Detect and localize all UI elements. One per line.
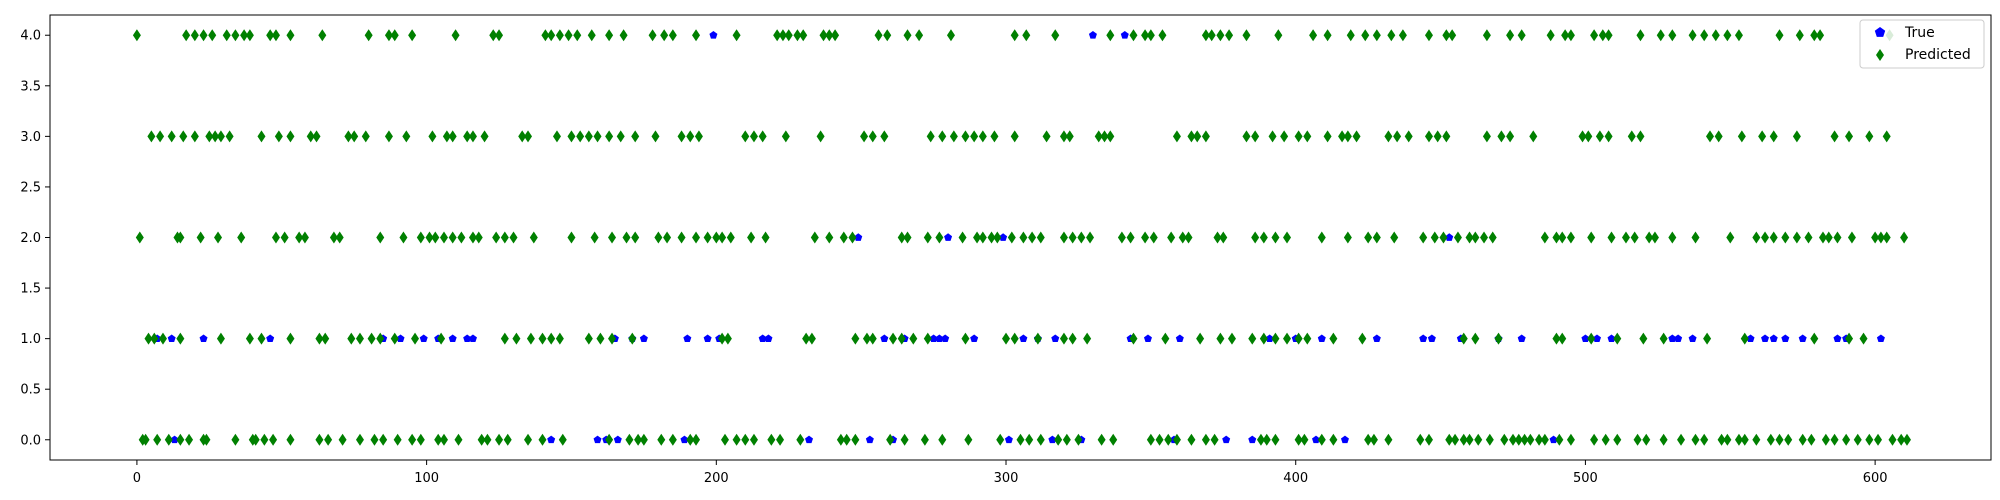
x-tick-label: 100 [414, 471, 440, 486]
legend-true-label: True [1905, 25, 1935, 41]
legend [1860, 20, 1984, 68]
y-tick-label: 0.5 [20, 382, 41, 398]
x-tick-label: 200 [703, 471, 729, 486]
y-tick-label: 3.0 [20, 129, 41, 145]
y-tick-label: 3.5 [20, 79, 41, 95]
y-tick-label: 1.5 [20, 281, 41, 297]
x-tick-label: 0 [132, 471, 142, 486]
x-tick-label: 500 [1573, 471, 1598, 486]
legend-predicted-label: Predicted [1905, 47, 1971, 63]
y-tick-label: 1.0 [20, 332, 41, 348]
y-tick-label: 0.0 [20, 433, 41, 449]
y-tick-label: 2.0 [20, 231, 41, 246]
x-tick-label: 400 [1283, 471, 1309, 486]
y-tick-label: 2.5 [20, 180, 41, 196]
y-tick-label: 4.0 [20, 28, 41, 44]
x-tick-label: 300 [993, 471, 1019, 486]
x-tick-label: 600 [1862, 471, 1888, 486]
